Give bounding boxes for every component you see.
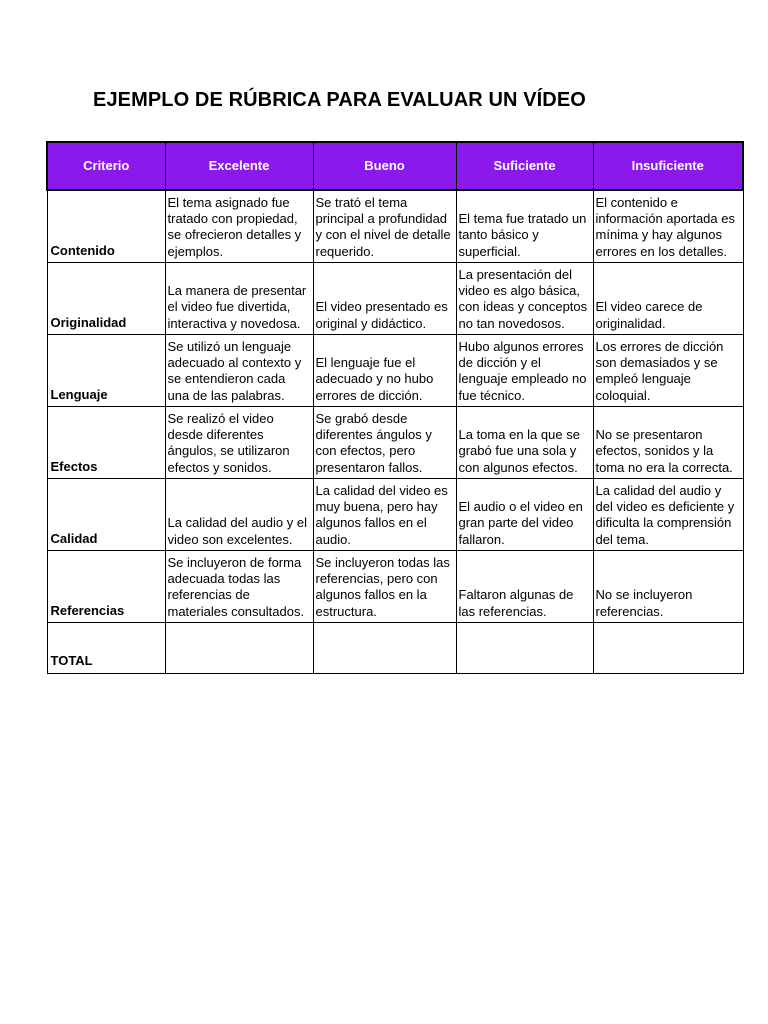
page-title: EJEMPLO DE RÚBRICA PARA EVALUAR UN VÍDEO bbox=[93, 89, 586, 111]
suficiente-cell: La toma en la que se grabó fue una sola y con algunos efectos. bbox=[456, 407, 593, 479]
table-row bbox=[47, 551, 743, 623]
excelente-cell: El tema asignado fue tratado con propiedad, se ofrecieron detalles y ejemplos. bbox=[165, 190, 313, 263]
bueno-cell: Se trató el tema principal a profundidad y con el nivel de detalle requerido. bbox=[313, 190, 456, 263]
excelente-cell: La manera de presentar el video fue divertida, interactiva y novedosa. bbox=[165, 263, 313, 335]
bueno-cell: El video presentado es original y didáctico. bbox=[313, 263, 456, 335]
rubric-table bbox=[46, 141, 744, 674]
total-insuficiente-cell bbox=[593, 623, 743, 674]
insuficiente-cell: La calidad del audio y del video es deficiente y dificulta la comprensión del tema. bbox=[593, 479, 743, 551]
insuficiente-cell: El video carece de originalidad. bbox=[593, 263, 743, 335]
bueno-cell: Se incluyeron todas las referencias, pero con algunos fallos en la estructura. bbox=[313, 551, 456, 623]
criterion-cell: Contenido bbox=[47, 190, 165, 263]
excelente-cell: Se realizó el video desde diferentes ángulos, se utilizaron efectos y sonidos. bbox=[165, 407, 313, 479]
column-header-criterio: Criterio bbox=[47, 142, 165, 190]
excelente-cell: Se utilizó un lenguaje adecuado al contexto y se entendieron cada una de las palabras. bbox=[165, 335, 313, 407]
table-row bbox=[47, 335, 743, 407]
suficiente-cell: Faltaron algunas de las referencias. bbox=[456, 551, 593, 623]
suficiente-cell: El audio o el video en gran parte del video fallaron. bbox=[456, 479, 593, 551]
suficiente-cell: Hubo algunos errores de dicción y el lenguaje empleado no fue técnico. bbox=[456, 335, 593, 407]
criterion-cell: Lenguaje bbox=[47, 335, 165, 407]
excelente-cell: Se incluyeron de forma adecuada todas las referencias de materiales consultados. bbox=[165, 551, 313, 623]
header-row bbox=[47, 142, 743, 190]
bueno-cell: Se grabó desde diferentes ángulos y con efectos, pero presentaron fallos. bbox=[313, 407, 456, 479]
total-bueno-cell bbox=[313, 623, 456, 674]
excelente-cell: La calidad del audio y el video son excelentes. bbox=[165, 479, 313, 551]
column-header-excelente: Excelente bbox=[165, 142, 313, 190]
criterion-cell: Referencias bbox=[47, 551, 165, 623]
criterion-cell: Efectos bbox=[47, 407, 165, 479]
criterion-cell: Calidad bbox=[47, 479, 165, 551]
table-row bbox=[47, 479, 743, 551]
suficiente-cell: La presentación del video es algo básica, con ideas y conceptos no tan novedosos. bbox=[456, 263, 593, 335]
suficiente-cell: El tema fue tratado un tanto básico y superficial. bbox=[456, 190, 593, 263]
bueno-cell: El lenguaje fue el adecuado y no hubo errores de dicción. bbox=[313, 335, 456, 407]
insuficiente-cell: No se incluyeron referencias. bbox=[593, 551, 743, 623]
total-excelente-cell bbox=[165, 623, 313, 674]
column-header-suficiente: Suficiente bbox=[456, 142, 593, 190]
column-header-bueno: Bueno bbox=[313, 142, 456, 190]
column-header-insuficiente: Insuficiente bbox=[593, 142, 743, 190]
total-row bbox=[47, 623, 743, 674]
table-row bbox=[47, 190, 743, 263]
bueno-cell: La calidad del video es muy buena, pero hay algunos fallos en el audio. bbox=[313, 479, 456, 551]
total-suficiente-cell bbox=[456, 623, 593, 674]
insuficiente-cell: Los errores de dicción son demasiados y se empleó lenguaje coloquial. bbox=[593, 335, 743, 407]
criterion-cell: Originalidad bbox=[47, 263, 165, 335]
table-row bbox=[47, 407, 743, 479]
table-row bbox=[47, 263, 743, 335]
total-label: TOTAL bbox=[47, 623, 165, 674]
insuficiente-cell: El contenido e información aportada es mínima y hay algunos errores en los detalles. bbox=[593, 190, 743, 263]
insuficiente-cell: No se presentaron efectos, sonidos y la toma no era la correcta. bbox=[593, 407, 743, 479]
